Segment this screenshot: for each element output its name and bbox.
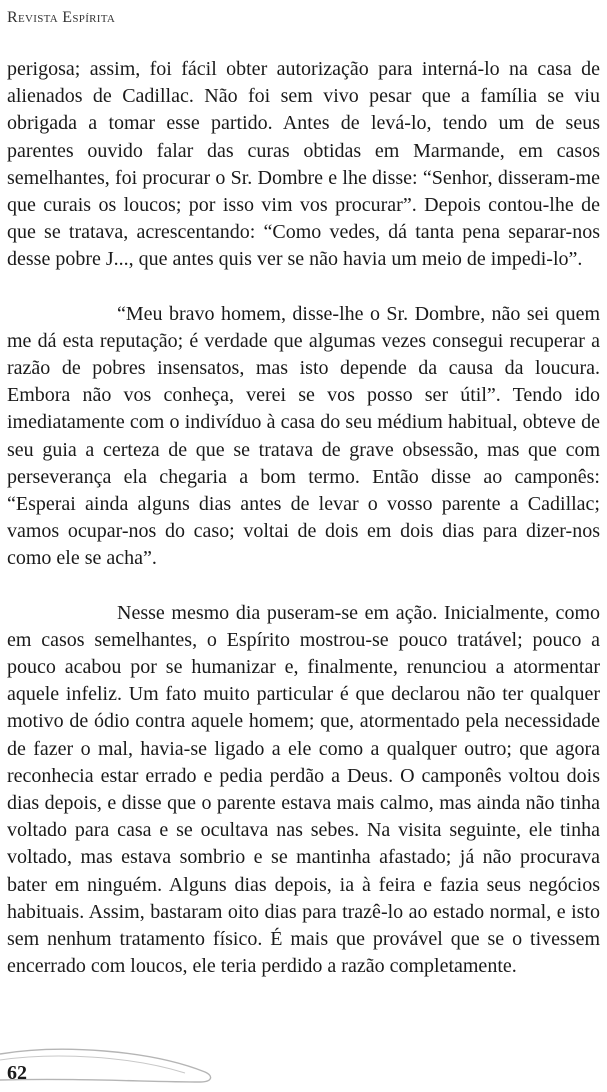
page-number: 62 bbox=[7, 1062, 27, 1084]
paragraph-3: Nesse mesmo dia puseram-se em ação. Inicialmente, como em casos semelhantes, o Espírito mostrou-se pouco tratável; pouco a pouco acabou por se humanizar e, finalmente, renunciou a atormentar aquele infeliz. Um fato muito particular é que declarou não ter qualquer motivo de ódio contra aquele homem; que, atormentado pela necessidade de fazer o mal, havia-se ligado a ele como a qualquer outro; que agora reconhecia estar errado e pedia perdão a Deus. O camponês voltou dois dias depois, e disse que o parente estava mais calmo, mas ainda não tinha voltado para casa e se ocultava nas sebes. Na visita seguinte, ele tinha voltado, mas estava sombrio e se mantinha afastado; já não procurava bater em ninguém. Alguns dias depois, ia à feira e fazia seus negócios habituais. Assim, bastaram oito dias para trazê-lo ao estado normal, e isto sem nenhum tratamento físico. É mais que provável que se o tivessem encerrado com loucos, ele teria perdido a razão completamente. bbox=[7, 601, 600, 978]
paragraph-2: “Meu bravo homem, disse-lhe o Sr. Dombre, não sei quem me dá esta reputação; é verdade que algumas vezes consegui recuperar a razão de pobres insensatos, mas isto depende da causa da loucura. Embora não vos conheça, verei se vos posso ser útil”. Tendo ido imediatamente com o indivíduo à casa do seu médium habitual, obteve de seu guia a certeza de que se tratava de grave obsessão, mas que com perseverança ela chegaria a bom termo. Então disse ao camponês: “Esperai ainda alguns dias antes de levar o vosso parente a Cadillac; vamos ocupar-nos do caso; voltai de dois em dois dias para dizer-nos como ele se acha”. bbox=[7, 302, 600, 570]
swoosh-ornament-icon bbox=[0, 1040, 240, 1092]
paragraph-1: perigosa; assim, foi fácil obter autorização para interná-lo na casa de alienados de Cadillac. Não foi sem vivo pesar que a família se viu obrigada a tomar esse partido. Antes de levá-lo, tendo um de seus parentes ouvido falar das curas obtidas em Marmande, em casos semelhantes, foi procurar o Sr. Dombre e lhe disse: “Senhor, disseram-me que curais os loucos; por isso vim vos procurar”. Depois contou-lhe de que se tratava, acrescentando: “Como vedes, dá tanta pena separar-nos desse pobre J..., que antes quis ver se não havia um meio de impedi-lo”. bbox=[7, 58, 600, 271]
body-text bbox=[7, 56, 600, 981]
running-head: Revista Espírita bbox=[7, 9, 116, 26]
